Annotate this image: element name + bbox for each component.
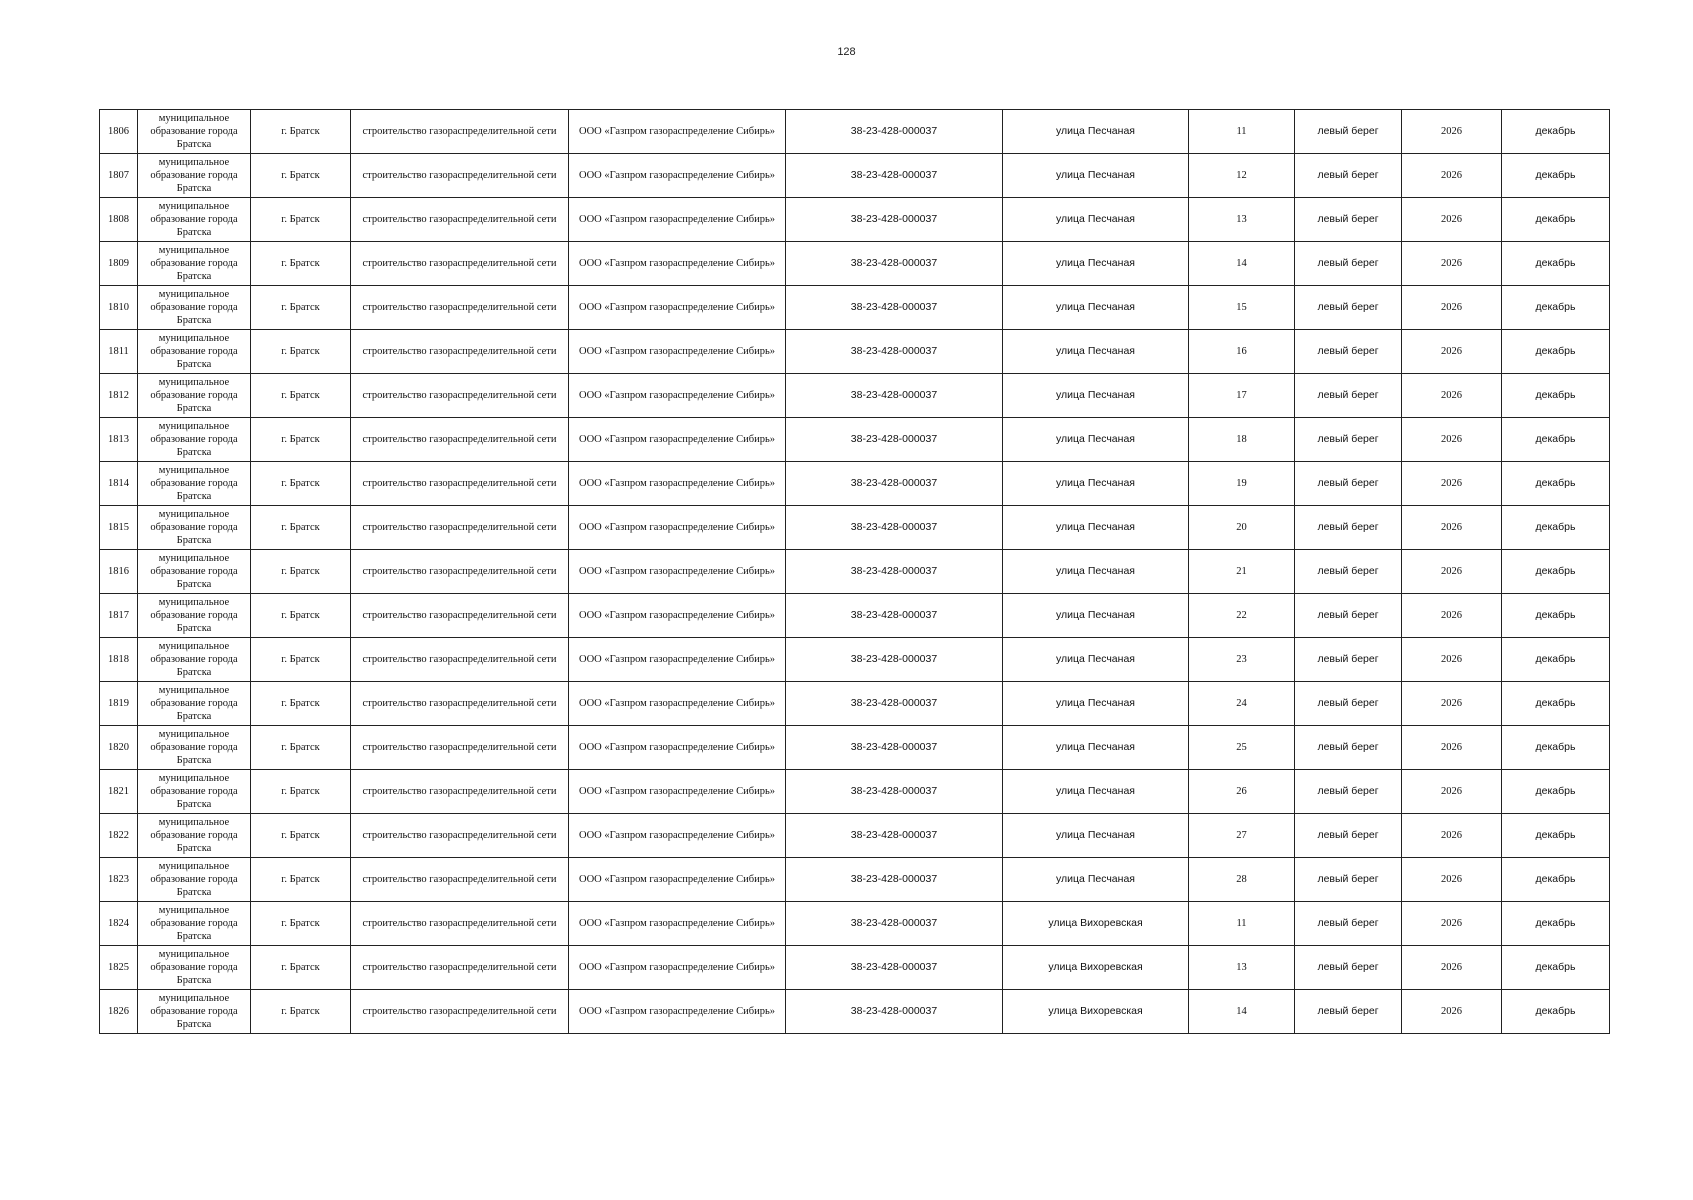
row-number-cell: 1806 [100, 110, 138, 154]
river-bank-cell: левый берег [1295, 550, 1402, 594]
row-number-cell: 1825 [100, 946, 138, 990]
city-cell: г. Братск [251, 682, 351, 726]
year-cell: 2026 [1402, 770, 1502, 814]
street-cell: улица Песчаная [1003, 418, 1189, 462]
house-number-cell: 11 [1189, 902, 1295, 946]
month-cell: декабрь [1502, 330, 1610, 374]
month-cell: декабрь [1502, 374, 1610, 418]
program-code-cell: 38-23-428-000037 [786, 154, 1003, 198]
house-number-cell: 26 [1189, 770, 1295, 814]
street-cell: улица Вихоревская [1003, 946, 1189, 990]
organization-cell: ООО «Газпром газораспределение Сибирь» [569, 726, 786, 770]
organization-cell: ООО «Газпром газораспределение Сибирь» [569, 506, 786, 550]
table-row [100, 110, 1610, 154]
river-bank-cell: левый берег [1295, 858, 1402, 902]
river-bank-cell: левый берег [1295, 990, 1402, 1034]
municipality-cell: муниципальное образование города Братска [138, 506, 251, 550]
month-cell: декабрь [1502, 990, 1610, 1034]
work-type-cell: строительство газораспределительной сети [351, 594, 569, 638]
house-number-cell: 14 [1189, 990, 1295, 1034]
organization-cell: ООО «Газпром газораспределение Сибирь» [569, 154, 786, 198]
table-row [100, 462, 1610, 506]
year-cell: 2026 [1402, 374, 1502, 418]
month-cell: декабрь [1502, 770, 1610, 814]
month-cell: декабрь [1502, 814, 1610, 858]
row-number-cell: 1807 [100, 154, 138, 198]
municipality-cell: муниципальное образование города Братска [138, 330, 251, 374]
program-code-cell: 38-23-428-000037 [786, 286, 1003, 330]
table-row [100, 902, 1610, 946]
table-row [100, 858, 1610, 902]
city-cell: г. Братск [251, 638, 351, 682]
year-cell: 2026 [1402, 814, 1502, 858]
municipality-cell: муниципальное образование города Братска [138, 638, 251, 682]
program-code-cell: 38-23-428-000037 [786, 374, 1003, 418]
city-cell: г. Братск [251, 506, 351, 550]
row-number-cell: 1826 [100, 990, 138, 1034]
program-code-cell: 38-23-428-000037 [786, 638, 1003, 682]
table-row [100, 374, 1610, 418]
city-cell: г. Братск [251, 858, 351, 902]
house-number-cell: 13 [1189, 198, 1295, 242]
municipality-cell: муниципальное образование города Братска [138, 726, 251, 770]
house-number-cell: 20 [1189, 506, 1295, 550]
organization-cell: ООО «Газпром газораспределение Сибирь» [569, 330, 786, 374]
organization-cell: ООО «Газпром газораспределение Сибирь» [569, 418, 786, 462]
year-cell: 2026 [1402, 154, 1502, 198]
table-row [100, 330, 1610, 374]
city-cell: г. Братск [251, 462, 351, 506]
street-cell: улица Песчаная [1003, 330, 1189, 374]
year-cell: 2026 [1402, 946, 1502, 990]
municipality-cell: муниципальное образование города Братска [138, 286, 251, 330]
month-cell: декабрь [1502, 682, 1610, 726]
work-type-cell: строительство газораспределительной сети [351, 506, 569, 550]
work-type-cell: строительство газораспределительной сети [351, 946, 569, 990]
house-number-cell: 23 [1189, 638, 1295, 682]
municipality-cell: муниципальное образование города Братска [138, 594, 251, 638]
work-type-cell: строительство газораспределительной сети [351, 330, 569, 374]
program-code-cell: 38-23-428-000037 [786, 506, 1003, 550]
work-type-cell: строительство газораспределительной сети [351, 902, 569, 946]
municipality-cell: муниципальное образование города Братска [138, 110, 251, 154]
municipality-cell: муниципальное образование города Братска [138, 858, 251, 902]
street-cell: улица Песчаная [1003, 154, 1189, 198]
house-number-cell: 14 [1189, 242, 1295, 286]
row-number-cell: 1812 [100, 374, 138, 418]
row-number-cell: 1811 [100, 330, 138, 374]
street-cell: улица Вихоревская [1003, 990, 1189, 1034]
organization-cell: ООО «Газпром газораспределение Сибирь» [569, 814, 786, 858]
work-type-cell: строительство газораспределительной сети [351, 110, 569, 154]
street-cell: улица Песчаная [1003, 770, 1189, 814]
row-number-cell: 1822 [100, 814, 138, 858]
year-cell: 2026 [1402, 198, 1502, 242]
program-code-cell: 38-23-428-000037 [786, 682, 1003, 726]
table-row [100, 638, 1610, 682]
work-type-cell: строительство газораспределительной сети [351, 682, 569, 726]
river-bank-cell: левый берег [1295, 110, 1402, 154]
river-bank-cell: левый берег [1295, 770, 1402, 814]
street-cell: улица Песчаная [1003, 726, 1189, 770]
city-cell: г. Братск [251, 902, 351, 946]
month-cell: декабрь [1502, 110, 1610, 154]
table-row [100, 418, 1610, 462]
program-code-cell: 38-23-428-000037 [786, 726, 1003, 770]
program-code-cell: 38-23-428-000037 [786, 198, 1003, 242]
river-bank-cell: левый берег [1295, 946, 1402, 990]
table-row [100, 154, 1610, 198]
year-cell: 2026 [1402, 462, 1502, 506]
work-type-cell: строительство газораспределительной сети [351, 418, 569, 462]
year-cell: 2026 [1402, 330, 1502, 374]
work-type-cell: строительство газораспределительной сети [351, 814, 569, 858]
month-cell: декабрь [1502, 858, 1610, 902]
river-bank-cell: левый берег [1295, 462, 1402, 506]
house-number-cell: 11 [1189, 110, 1295, 154]
city-cell: г. Братск [251, 330, 351, 374]
river-bank-cell: левый берег [1295, 506, 1402, 550]
year-cell: 2026 [1402, 418, 1502, 462]
year-cell: 2026 [1402, 506, 1502, 550]
city-cell: г. Братск [251, 814, 351, 858]
municipality-cell: муниципальное образование города Братска [138, 990, 251, 1034]
house-number-cell: 28 [1189, 858, 1295, 902]
month-cell: декабрь [1502, 902, 1610, 946]
organization-cell: ООО «Газпром газораспределение Сибирь» [569, 462, 786, 506]
work-type-cell: строительство газораспределительной сети [351, 154, 569, 198]
city-cell: г. Братск [251, 594, 351, 638]
work-type-cell: строительство газораспределительной сети [351, 726, 569, 770]
program-code-cell: 38-23-428-000037 [786, 814, 1003, 858]
house-number-cell: 27 [1189, 814, 1295, 858]
table-row [100, 242, 1610, 286]
street-cell: улица Песчаная [1003, 286, 1189, 330]
organization-cell: ООО «Газпром газораспределение Сибирь» [569, 858, 786, 902]
table-row [100, 946, 1610, 990]
street-cell: улица Песчаная [1003, 110, 1189, 154]
house-number-cell: 12 [1189, 154, 1295, 198]
year-cell: 2026 [1402, 110, 1502, 154]
house-number-cell: 16 [1189, 330, 1295, 374]
house-number-cell: 17 [1189, 374, 1295, 418]
municipality-cell: муниципальное образование города Братска [138, 902, 251, 946]
program-code-cell: 38-23-428-000037 [786, 902, 1003, 946]
street-cell: улица Песчаная [1003, 374, 1189, 418]
row-number-cell: 1815 [100, 506, 138, 550]
river-bank-cell: левый берег [1295, 638, 1402, 682]
row-number-cell: 1818 [100, 638, 138, 682]
street-cell: улица Песчаная [1003, 858, 1189, 902]
organization-cell: ООО «Газпром газораспределение Сибирь» [569, 770, 786, 814]
program-code-cell: 38-23-428-000037 [786, 946, 1003, 990]
row-number-cell: 1808 [100, 198, 138, 242]
municipality-cell: муниципальное образование города Братска [138, 242, 251, 286]
work-type-cell: строительство газораспределительной сети [351, 638, 569, 682]
organization-cell: ООО «Газпром газораспределение Сибирь» [569, 374, 786, 418]
river-bank-cell: левый берег [1295, 418, 1402, 462]
gasification-schedule-table [99, 109, 1610, 1034]
house-number-cell: 19 [1189, 462, 1295, 506]
month-cell: декабрь [1502, 198, 1610, 242]
work-type-cell: строительство газораспределительной сети [351, 858, 569, 902]
river-bank-cell: левый берег [1295, 198, 1402, 242]
month-cell: декабрь [1502, 462, 1610, 506]
street-cell: улица Песчаная [1003, 462, 1189, 506]
organization-cell: ООО «Газпром газораспределение Сибирь» [569, 902, 786, 946]
city-cell: г. Братск [251, 770, 351, 814]
municipality-cell: муниципальное образование города Братска [138, 814, 251, 858]
year-cell: 2026 [1402, 902, 1502, 946]
work-type-cell: строительство газораспределительной сети [351, 550, 569, 594]
month-cell: декабрь [1502, 418, 1610, 462]
street-cell: улица Песчаная [1003, 198, 1189, 242]
city-cell: г. Братск [251, 286, 351, 330]
program-code-cell: 38-23-428-000037 [786, 990, 1003, 1034]
work-type-cell: строительство газораспределительной сети [351, 242, 569, 286]
city-cell: г. Братск [251, 550, 351, 594]
city-cell: г. Братск [251, 154, 351, 198]
river-bank-cell: левый берег [1295, 682, 1402, 726]
work-type-cell: строительство газораспределительной сети [351, 374, 569, 418]
year-cell: 2026 [1402, 550, 1502, 594]
program-code-cell: 38-23-428-000037 [786, 242, 1003, 286]
river-bank-cell: левый берег [1295, 374, 1402, 418]
row-number-cell: 1814 [100, 462, 138, 506]
street-cell: улица Песчаная [1003, 242, 1189, 286]
year-cell: 2026 [1402, 242, 1502, 286]
street-cell: улица Песчаная [1003, 682, 1189, 726]
table-row [100, 286, 1610, 330]
row-number-cell: 1809 [100, 242, 138, 286]
house-number-cell: 13 [1189, 946, 1295, 990]
street-cell: улица Песчаная [1003, 506, 1189, 550]
program-code-cell: 38-23-428-000037 [786, 330, 1003, 374]
row-number-cell: 1813 [100, 418, 138, 462]
street-cell: улица Песчаная [1003, 814, 1189, 858]
city-cell: г. Братск [251, 990, 351, 1034]
month-cell: декабрь [1502, 726, 1610, 770]
municipality-cell: муниципальное образование города Братска [138, 550, 251, 594]
month-cell: декабрь [1502, 638, 1610, 682]
work-type-cell: строительство газораспределительной сети [351, 462, 569, 506]
program-code-cell: 38-23-428-000037 [786, 462, 1003, 506]
year-cell: 2026 [1402, 858, 1502, 902]
house-number-cell: 15 [1189, 286, 1295, 330]
row-number-cell: 1817 [100, 594, 138, 638]
city-cell: г. Братск [251, 198, 351, 242]
row-number-cell: 1820 [100, 726, 138, 770]
year-cell: 2026 [1402, 594, 1502, 638]
month-cell: декабрь [1502, 594, 1610, 638]
table-row [100, 550, 1610, 594]
program-code-cell: 38-23-428-000037 [786, 770, 1003, 814]
month-cell: декабрь [1502, 550, 1610, 594]
month-cell: декабрь [1502, 946, 1610, 990]
river-bank-cell: левый берег [1295, 594, 1402, 638]
organization-cell: ООО «Газпром газораспределение Сибирь» [569, 286, 786, 330]
house-number-cell: 22 [1189, 594, 1295, 638]
city-cell: г. Братск [251, 418, 351, 462]
house-number-cell: 18 [1189, 418, 1295, 462]
city-cell: г. Братск [251, 110, 351, 154]
organization-cell: ООО «Газпром газораспределение Сибирь» [569, 682, 786, 726]
program-code-cell: 38-23-428-000037 [786, 594, 1003, 638]
row-number-cell: 1819 [100, 682, 138, 726]
row-number-cell: 1816 [100, 550, 138, 594]
river-bank-cell: левый берег [1295, 154, 1402, 198]
organization-cell: ООО «Газпром газораспределение Сибирь» [569, 990, 786, 1034]
municipality-cell: муниципальное образование города Братска [138, 946, 251, 990]
program-code-cell: 38-23-428-000037 [786, 858, 1003, 902]
street-cell: улица Песчаная [1003, 550, 1189, 594]
municipality-cell: муниципальное образование города Братска [138, 154, 251, 198]
month-cell: декабрь [1502, 242, 1610, 286]
municipality-cell: муниципальное образование города Братска [138, 418, 251, 462]
month-cell: декабрь [1502, 286, 1610, 330]
work-type-cell: строительство газораспределительной сети [351, 990, 569, 1034]
organization-cell: ООО «Газпром газораспределение Сибирь» [569, 946, 786, 990]
house-number-cell: 21 [1189, 550, 1295, 594]
year-cell: 2026 [1402, 990, 1502, 1034]
city-cell: г. Братск [251, 242, 351, 286]
program-code-cell: 38-23-428-000037 [786, 418, 1003, 462]
month-cell: декабрь [1502, 506, 1610, 550]
municipality-cell: муниципальное образование города Братска [138, 198, 251, 242]
table-row [100, 770, 1610, 814]
municipality-cell: муниципальное образование города Братска [138, 462, 251, 506]
house-number-cell: 25 [1189, 726, 1295, 770]
row-number-cell: 1821 [100, 770, 138, 814]
table-body [100, 110, 1610, 1034]
row-number-cell: 1810 [100, 286, 138, 330]
table-row [100, 198, 1610, 242]
street-cell: улица Песчаная [1003, 638, 1189, 682]
month-cell: декабрь [1502, 154, 1610, 198]
table-row [100, 682, 1610, 726]
organization-cell: ООО «Газпром газораспределение Сибирь» [569, 110, 786, 154]
table-row [100, 726, 1610, 770]
river-bank-cell: левый берег [1295, 726, 1402, 770]
program-code-cell: 38-23-428-000037 [786, 550, 1003, 594]
river-bank-cell: левый берег [1295, 814, 1402, 858]
house-number-cell: 24 [1189, 682, 1295, 726]
organization-cell: ООО «Газпром газораспределение Сибирь» [569, 242, 786, 286]
city-cell: г. Братск [251, 374, 351, 418]
organization-cell: ООО «Газпром газораспределение Сибирь» [569, 198, 786, 242]
row-number-cell: 1824 [100, 902, 138, 946]
river-bank-cell: левый берег [1295, 242, 1402, 286]
year-cell: 2026 [1402, 638, 1502, 682]
table-row [100, 594, 1610, 638]
river-bank-cell: левый берег [1295, 286, 1402, 330]
year-cell: 2026 [1402, 726, 1502, 770]
municipality-cell: муниципальное образование города Братска [138, 682, 251, 726]
municipality-cell: муниципальное образование города Братска [138, 374, 251, 418]
city-cell: г. Братск [251, 946, 351, 990]
work-type-cell: строительство газораспределительной сети [351, 770, 569, 814]
work-type-cell: строительство газораспределительной сети [351, 286, 569, 330]
municipality-cell: муниципальное образование города Братска [138, 770, 251, 814]
river-bank-cell: левый берег [1295, 330, 1402, 374]
table-row [100, 990, 1610, 1034]
river-bank-cell: левый берег [1295, 902, 1402, 946]
street-cell: улица Песчаная [1003, 594, 1189, 638]
row-number-cell: 1823 [100, 858, 138, 902]
organization-cell: ООО «Газпром газораспределение Сибирь» [569, 638, 786, 682]
city-cell: г. Братск [251, 726, 351, 770]
page-number: 128 [837, 46, 856, 58]
work-type-cell: строительство газораспределительной сети [351, 198, 569, 242]
organization-cell: ООО «Газпром газораспределение Сибирь» [569, 550, 786, 594]
table-row [100, 506, 1610, 550]
year-cell: 2026 [1402, 682, 1502, 726]
table-row [100, 814, 1610, 858]
organization-cell: ООО «Газпром газораспределение Сибирь» [569, 594, 786, 638]
street-cell: улица Вихоревская [1003, 902, 1189, 946]
program-code-cell: 38-23-428-000037 [786, 110, 1003, 154]
year-cell: 2026 [1402, 286, 1502, 330]
